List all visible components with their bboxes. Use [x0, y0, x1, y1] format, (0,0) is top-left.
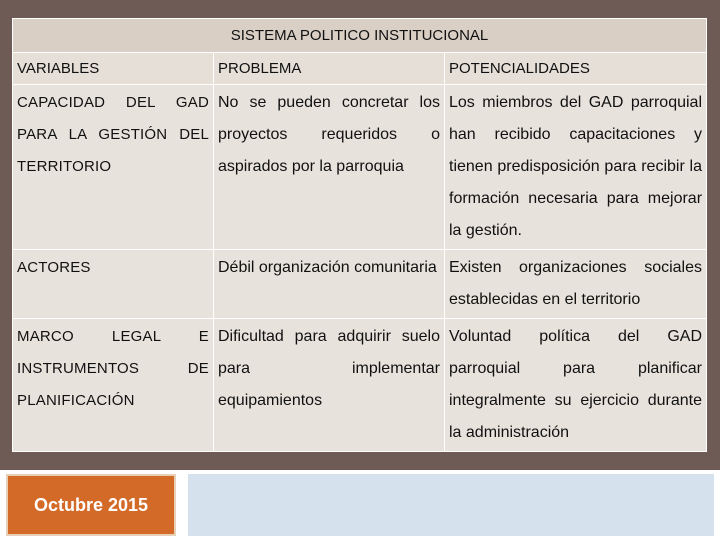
potencialidad-cell: Existen organizaciones sociales establecidas en el territorio [445, 250, 707, 319]
variable-cell: CAPACIDAD DEL GAD PARA LA GESTIÓN DEL TERRITORIO [13, 85, 214, 250]
date-label: Octubre 2015 [33, 494, 149, 515]
problema-cell: No se pueden concretar los proyectos requeridos o aspirados por la parroquia [214, 85, 445, 250]
potencialidad-cell: Los miembros del GAD parroquial han recibido capacitaciones y tienen predisposición para recibir la formación necesaria para mejorar la gestión. [445, 85, 707, 250]
table-row [13, 85, 707, 250]
variable-cell: ACTORES [13, 250, 214, 319]
footer-accent-bar [188, 474, 714, 536]
institutional-system-table [12, 18, 707, 452]
table-row [13, 319, 707, 452]
problema-cell: Dificultad para adquirir suelo para implementar equipamientos [214, 319, 445, 452]
date-box [6, 474, 176, 536]
table-header-row [13, 53, 707, 85]
table-title-row [13, 19, 707, 53]
table-row [13, 250, 707, 319]
header-variables: VARIABLES [13, 53, 214, 85]
table-title: SISTEMA POLITICO INSTITUCIONAL [13, 19, 707, 53]
potencialidad-cell: Voluntad política del GAD parroquial para planificar integralmente su ejercicio durante la administración [445, 319, 707, 452]
header-potencialidades: POTENCIALIDADES [445, 53, 707, 85]
problema-cell: Débil organización comunitaria [214, 250, 445, 319]
variable-cell: MARCO LEGAL E INSTRUMENTOS DE PLANIFICACIÓN [13, 319, 214, 452]
header-problema: PROBLEMA [214, 53, 445, 85]
